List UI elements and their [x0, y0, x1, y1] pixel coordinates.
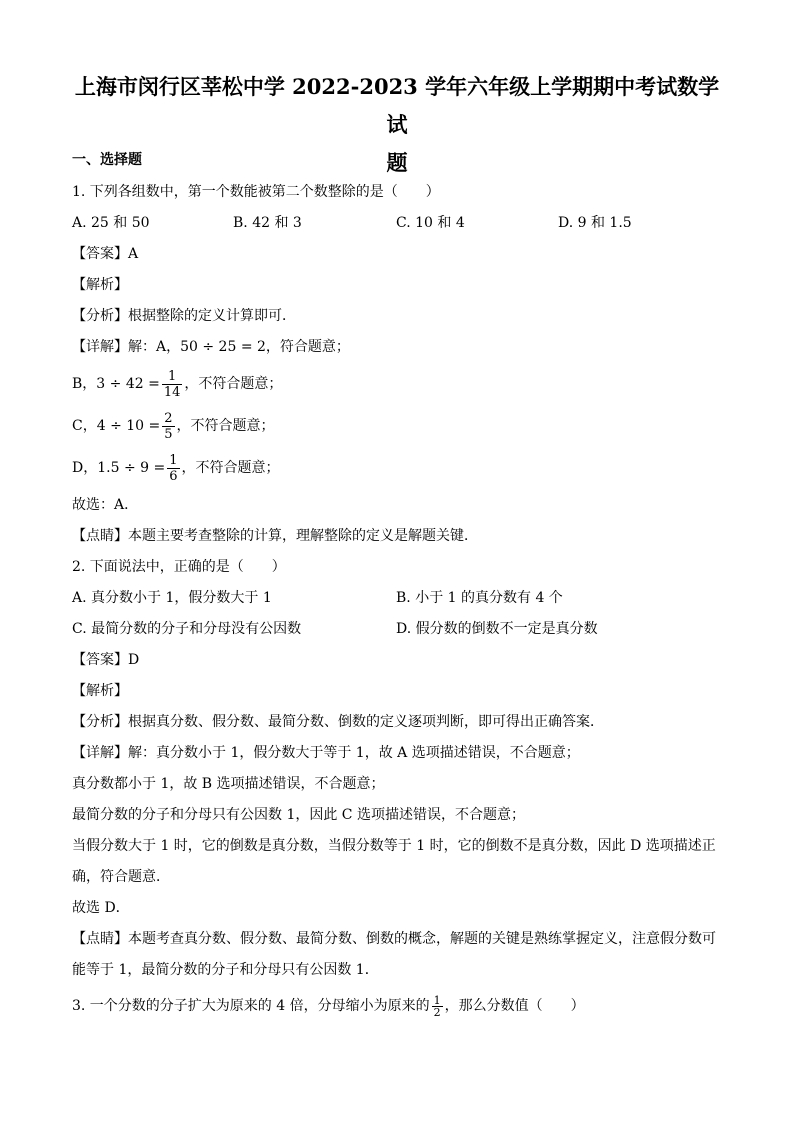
fenxi-tag: 【分析】	[72, 714, 128, 730]
q3-text: 3. 一个分数的分子扩大为原来的 4 倍，分母缩小为原来的	[72, 998, 430, 1014]
q2-stem: 2. 下面说法中，正确的是（ ）	[72, 559, 286, 575]
expr-text: ，不符合题意；	[184, 376, 283, 392]
title-line-2: 题	[386, 150, 408, 175]
dianjing-tag: 【点睛】	[72, 528, 128, 544]
q2-line-d2: 确，符合题意．	[72, 869, 170, 885]
xiangjie-tag: 【详解】	[72, 745, 128, 761]
fraction-numerator: 2	[164, 410, 173, 426]
q2-option-c: C. 最简分数的分子和分母没有公因数	[72, 621, 302, 637]
q2-option-b: B. 小于 1 的真分数有 4 个	[396, 590, 563, 606]
fraction	[162, 369, 183, 400]
q2-jiexi-tag: 【解析】	[72, 683, 128, 699]
q1-stem: 1. 下列各组数中，第一个数能被第二个数整除的是（ ）	[72, 184, 440, 200]
expr-text: ，不符合题意；	[176, 418, 275, 434]
q3-text: ，那么分数值（ ）	[444, 998, 585, 1014]
q1-option-c: C. 10 和 4	[396, 215, 465, 231]
fraction-denominator: 5	[164, 426, 173, 442]
fraction	[162, 411, 174, 442]
answer-tag: 【答案】	[72, 652, 128, 668]
q1-dianjing	[72, 526, 478, 546]
dianjing-text: 本题主要考查整除的计算，理解整除的定义是解题关键．	[128, 528, 478, 544]
q2-line-c: 最简分数的分子和分母只有公因数 1，因此 C 选项描述错误，不合题意；	[72, 807, 525, 823]
fenxi-tag: 【分析】	[72, 308, 128, 324]
xiangjie-tag: 【详解】	[72, 339, 128, 355]
fraction-denominator: 2	[433, 1005, 441, 1019]
fraction-numerator: 1	[162, 369, 183, 385]
answer-tag: 【答案】	[72, 246, 128, 262]
page-title	[72, 68, 722, 182]
q1-guxuan: 故选：A．	[72, 497, 139, 513]
section-heading: 一、选择题	[72, 152, 142, 168]
q2-answer	[72, 650, 139, 670]
expr-text: D，1.5 ÷ 9 =	[72, 460, 166, 476]
q2-dianjing	[72, 929, 716, 949]
q2-option-d: D. 假分数的倒数不一定是真分数	[396, 621, 598, 637]
title-line-1: 上海市闵行区莘松中学 2022-2023 学年六年级上学期期中考试数学试	[74, 74, 720, 137]
q2-xiangjie	[72, 743, 580, 763]
q2-dianjing-cont: 能等于 1，最简分数的分子和分母只有公因数 1．	[72, 962, 379, 978]
q2-line-b: 真分数都小于 1，故 B 选项描述错误，不合题意；	[72, 776, 385, 792]
q1-jiexi-tag: 【解析】	[72, 277, 128, 293]
xiangjie-text: 解：A，50 ÷ 25 = 2，符合题意；	[128, 339, 350, 355]
dianjing-tag: 【点睛】	[72, 931, 128, 947]
q1-option-a: A. 25 和 50	[72, 215, 150, 231]
expr-text: B，3 ÷ 42 =	[72, 376, 160, 392]
q3-stem	[72, 990, 585, 1022]
q2-guxuan: 故选 D．	[72, 900, 130, 916]
fraction-numerator: 1	[169, 452, 178, 468]
q1-option-d: D. 9 和 1.5	[558, 215, 632, 231]
fraction-denominator: 6	[169, 468, 178, 484]
fenxi-text: 根据真分数、假分数、最简分数、倒数的定义逐项判断，即可得出正确答案．	[128, 714, 604, 730]
fraction	[432, 995, 443, 1018]
fenxi-text: 根据整除的定义计算即可．	[128, 308, 296, 324]
q1-line-c	[72, 408, 275, 444]
q1-option-b: B. 42 和 3	[233, 215, 302, 231]
xiangjie-text: 解：真分数小于 1，假分数大于等于 1，故 A 选项描述错误，不合题意；	[128, 745, 580, 761]
q2-fenxi	[72, 712, 604, 732]
fraction-denominator: 14	[163, 384, 181, 400]
expr-text: ，不符合题意；	[181, 460, 280, 476]
answer-value: A	[128, 246, 139, 262]
dianjing-text: 本题考查真分数、假分数、最简分数、倒数的概念，解题的关键是熟练掌握定义，注意假分数可	[128, 931, 716, 947]
expr-text: C，4 ÷ 10 =	[72, 418, 161, 434]
q1-answer	[72, 244, 138, 264]
q1-xiangjie	[72, 337, 350, 357]
q2-option-a: A. 真分数小于 1，假分数大于 1	[72, 590, 272, 606]
fraction	[167, 453, 179, 484]
fraction-numerator: 1	[433, 993, 441, 1007]
q1-line-d	[72, 450, 280, 486]
answer-value: D	[128, 652, 140, 668]
q1-line-b	[72, 366, 282, 402]
q2-line-d1: 当假分数大于 1 时，它的倒数是真分数，当假分数等于 1 时，它的倒数不是真分数，因此 D 选项描述正	[72, 838, 716, 854]
q1-fenxi	[72, 306, 296, 326]
